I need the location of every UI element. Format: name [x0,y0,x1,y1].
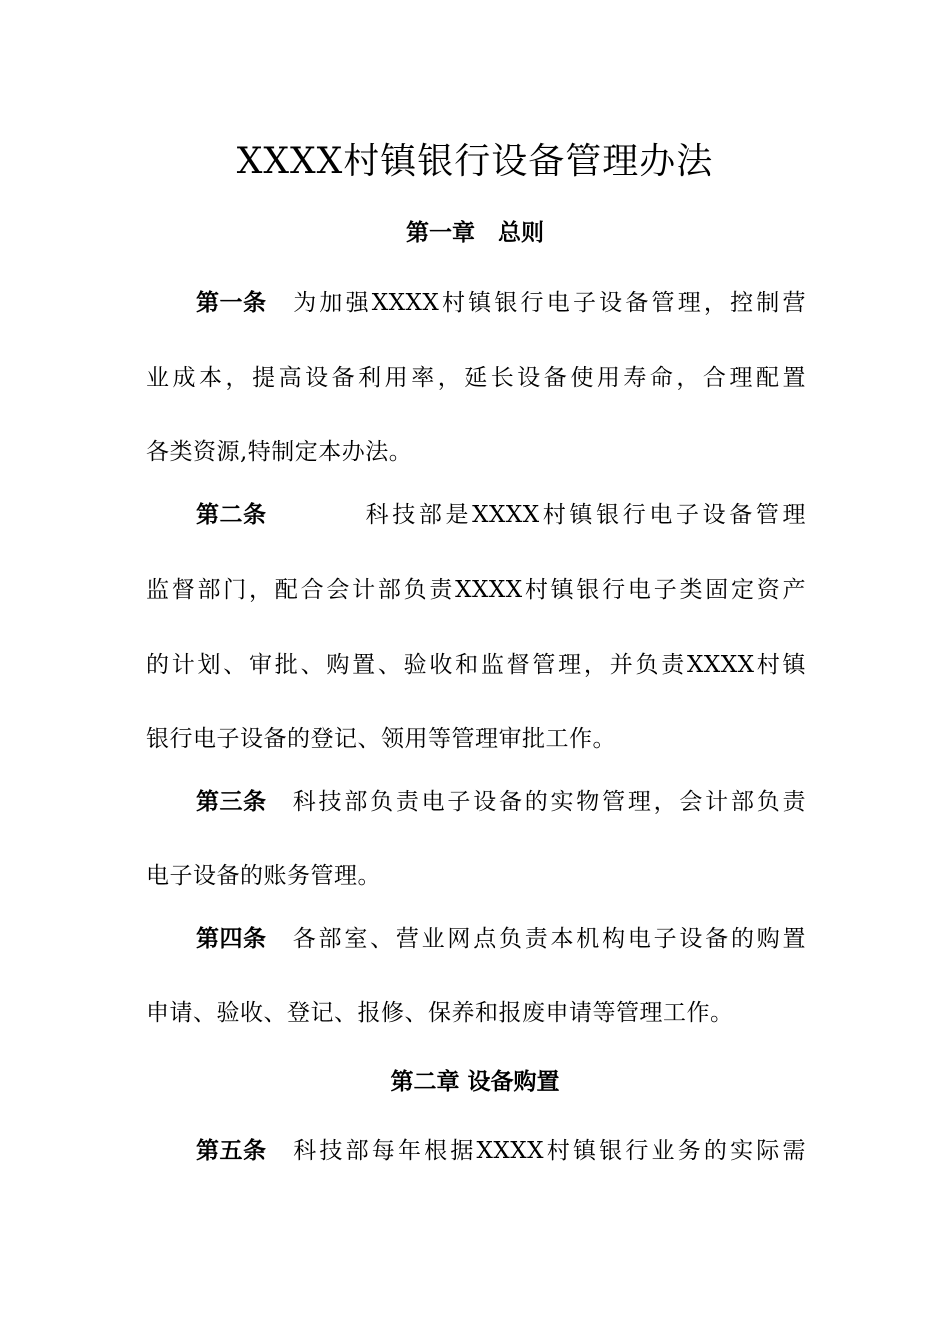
article-2-label: 第二条 [196,501,267,528]
article-3-text-1: 科技部负责电子设备的实物管理，会计部负责 [290,789,806,815]
article-5-text-1: 科技部每年根据XXXX村镇银行业务的实际需 [290,1138,806,1164]
article-4-text-1: 各部室、营业网点负责本机构电子设备的购置 [290,926,806,952]
article-2-line-2: 监督部门，配合会计部负责XXXX村镇银行电子类固定资产 [146,577,806,603]
article-2-line-3: 的计划、审批、购置、验收和监督管理，并负责XXXX村镇 [146,652,806,678]
article-1-label: 第一条 [196,289,267,316]
article-1-text-1: 为加强XXXX村镇银行电子设备管理，控制营 [290,290,806,316]
article-3-line-1 [196,787,806,817]
chapter-1-heading: 第一章 总则 [406,219,544,246]
article-4-line-1 [196,924,806,954]
article-5-line-1 [196,1136,806,1166]
article-1-line-2: 业成本，提高设备利用率，延长设备使用寿命，合理配置 [146,365,806,391]
article-3-line-2: 电子设备的账务管理。 [146,863,381,889]
article-1-line-1 [196,288,806,318]
article-4-line-2: 申请、验收、登记、报修、保养和报废申请等管理工作。 [146,1000,734,1026]
article-3-label: 第三条 [196,788,267,815]
document-title: XXXX村镇银行设备管理办法 [236,141,714,182]
article-2-line-1 [196,500,806,530]
article-4-label: 第四条 [196,925,267,952]
article-5-label: 第五条 [196,1137,267,1164]
article-2-line-4: 银行电子设备的登记、领用等管理审批工作。 [146,726,616,752]
article-2-text-1: 科技部是XXXX村镇银行电子设备管理 [362,502,806,528]
article-1-line-3: 各类资源,特制定本办法。 [146,439,413,465]
chapter-2-heading: 第二章 设备购置 [390,1068,560,1095]
